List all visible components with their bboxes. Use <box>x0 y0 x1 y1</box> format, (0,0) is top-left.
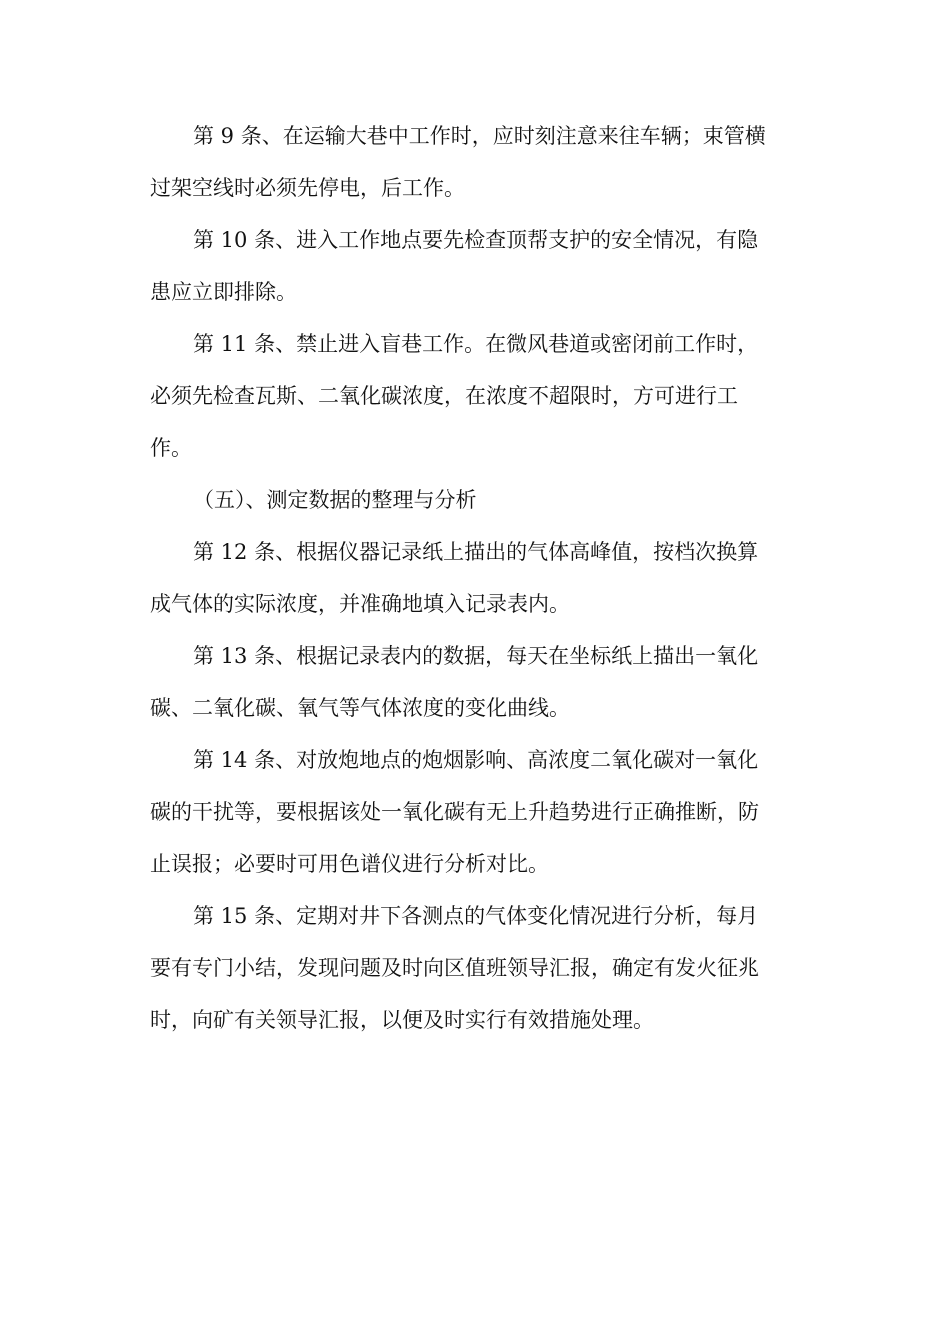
text-line: 第 14 条、对放炮地点的炮烟影响、高浓度二氧化碳对一氧化 <box>193 748 759 772</box>
text-line: 止误报；必要时可用色谱仪进行分析对比。 <box>150 852 549 876</box>
text-line: 第 13 条、根据记录表内的数据，每天在坐标纸上描出一氧化 <box>193 644 759 668</box>
text-line: 碳、二氧化碳、氧气等气体浓度的变化曲线。 <box>150 696 570 720</box>
text-line: 成气体的实际浓度，并准确地填入记录表内。 <box>150 592 570 616</box>
paragraph-article-13 <box>150 630 810 734</box>
paragraph-article-15 <box>150 890 810 1046</box>
text-line: 碳的干扰等，要根据该处一氧化碳有无上升趋势进行正确推断，防 <box>150 800 759 824</box>
text-line: 作。 <box>150 436 192 460</box>
section-heading-text: （五）、测定数据的整理与分析 <box>193 488 477 512</box>
section-heading-5 <box>150 474 810 526</box>
text-line: 过架空线时必须先停电，后工作。 <box>150 176 465 200</box>
text-line: 时，向矿有关领导汇报，以便及时实行有效措施处理。 <box>150 1008 654 1032</box>
paragraph-article-14 <box>150 734 810 890</box>
text-line: 第 9 条、在运输大巷中工作时，应时刻注意来往车辆；束管横 <box>193 124 766 148</box>
text-line: 第 11 条、禁止进入盲巷工作。在微风巷道或密闭前工作时， <box>193 332 759 356</box>
paragraph-article-12 <box>150 526 810 630</box>
text-line: 第 10 条、进入工作地点要先检查顶帮支护的安全情况，有隐 <box>193 228 759 252</box>
text-line: 第 15 条、定期对井下各测点的气体变化情况进行分析，每月 <box>193 904 759 928</box>
document-body <box>150 110 810 1046</box>
text-line: 必须先检查瓦斯、二氧化碳浓度，在浓度不超限时，方可进行工 <box>150 384 738 408</box>
paragraph-article-11 <box>150 318 810 474</box>
paragraph-article-10 <box>150 214 810 318</box>
text-line: 患应立即排除。 <box>150 280 297 304</box>
paragraph-article-9 <box>150 110 810 214</box>
text-line: 要有专门小结，发现问题及时向区值班领导汇报，确定有发火征兆 <box>150 956 759 980</box>
text-line: 第 12 条、根据仪器记录纸上描出的气体高峰值，按档次换算 <box>193 540 759 564</box>
